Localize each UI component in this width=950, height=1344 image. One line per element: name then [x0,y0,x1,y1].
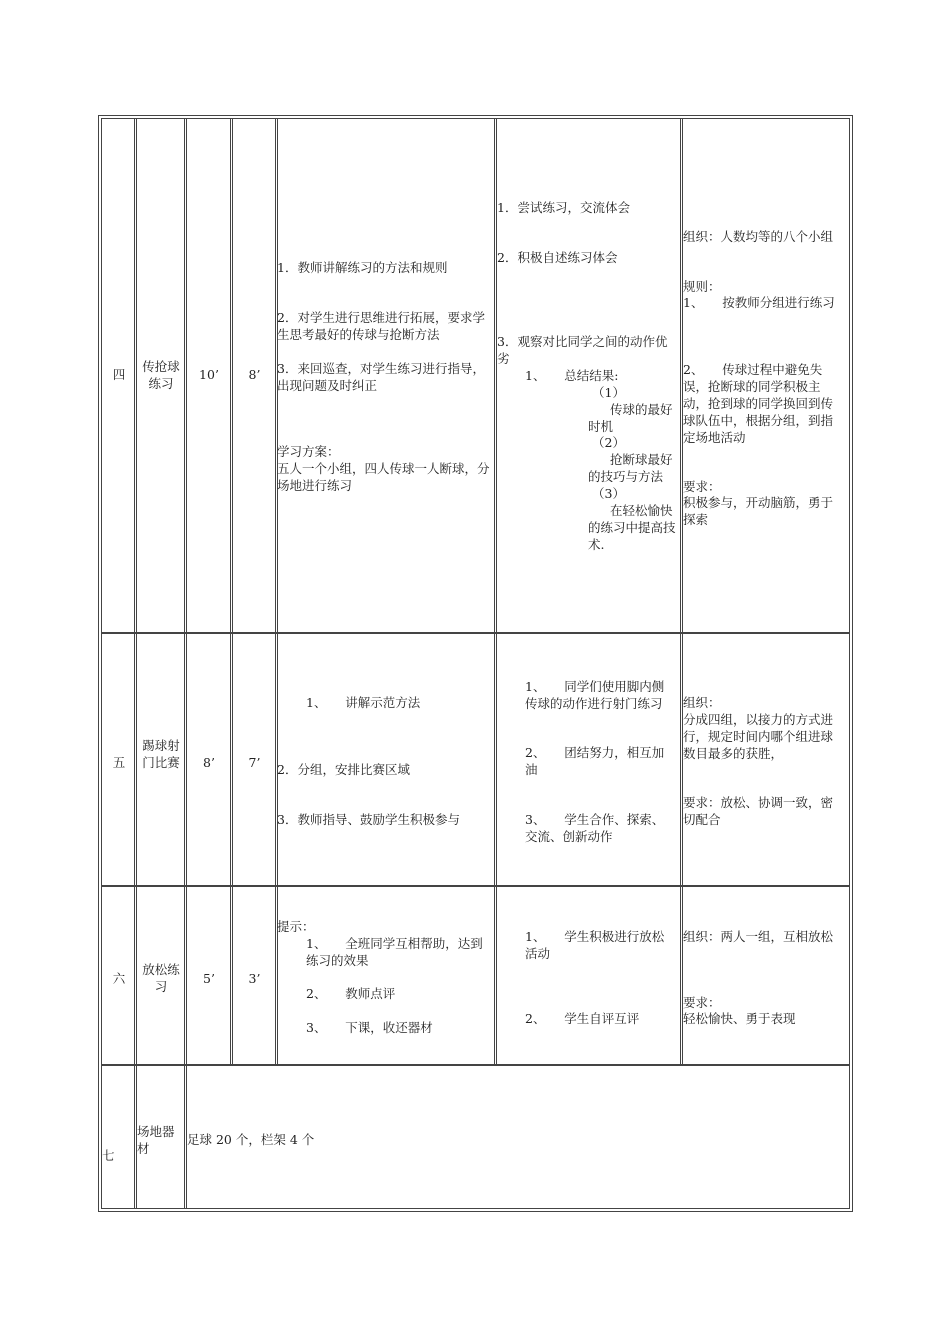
teacher-activity: 1、 全班同学互相帮助，达到练习的效果 [306,936,483,968]
student-activity: 2、 学生自评互评 [525,1011,640,1026]
organization: 组织： [683,695,721,710]
student-activity: 1、 同学们使用脚内侧传球的动作进行射门练习 [525,679,665,711]
col-divider [230,118,233,1066]
item-name: 场地器材 [137,1124,175,1156]
organization: 分成四组，以接力的方式进行，规定时间内哪个组进球数目最多的获胜， [683,712,834,761]
student-activity: 1．尝试练习，交流体会 [497,200,630,215]
row-number: 四 [112,367,126,382]
time-practice: 3’ [248,971,261,986]
organization: 要求：放松、协调一致，密切配合 [683,795,834,827]
student-activity: 3、 学生合作、探索、交流、创新动作 [525,812,665,844]
time-total: 8’ [203,755,215,770]
row-number: 五 [112,755,126,770]
teacher-activity: 1、 讲解示范方法 [306,695,421,710]
organization: 积极参与，开动脑筋，勇于探索 [683,495,834,527]
row-number: 七 [102,1148,115,1163]
teacher-activity: 2．分组，安排比赛区域 [277,762,410,777]
organization: 1、 按教师分组进行练习 [683,295,835,310]
row-number: 六 [112,971,126,986]
student-activity: （3） [592,486,625,501]
organization: 组织：两人一组，互相放松 [683,929,834,944]
col-divider [184,118,187,1209]
organization: 要求： [683,479,721,494]
student-activity: 1、 总结结果: [525,368,619,383]
time-total: 5’ [203,971,215,986]
row-divider [101,885,850,887]
equipment-content: 足球 20 个，栏架 4 个 [187,1132,315,1147]
teacher-activity: 3．教师指导、鼓励学生积极参与 [277,812,460,827]
student-activity: 2．积极自述练习体会 [497,250,618,265]
organization: 组织：人数均等的八个小组 [683,229,834,244]
row-divider [101,1064,850,1066]
student-activity: 抢断球最好的技巧与方法 [588,452,673,484]
teacher-activity: 1．教师讲解练习的方法和规则 [277,260,448,275]
item-name: 传抢球练习 [142,359,180,391]
teacher-activity: 3、 下课，收还器材 [306,1020,433,1035]
student-activity: 在轻松愉快的练习中提高技术. [588,503,676,552]
student-activity: 1、 学生积极进行放松活动 [525,929,665,961]
student-activity: （2） [592,435,625,450]
time-practice: 8’ [248,367,261,382]
organization: 轻松愉快、勇于表现 [683,1011,796,1026]
item-name: 踢球射门比赛 [142,738,180,770]
teacher-activity: 3．来回巡查，对学生练习进行指导，出现问题及时纠正 [277,361,485,393]
student-activity: （1） [592,385,625,400]
teacher-activity: 学习方案： [277,444,340,459]
organization: 规则： [683,279,721,294]
teacher-activity: 五人一个小组，四人传球一人断球，分场地进行练习 [277,461,490,493]
teacher-activity: 提示： [277,919,315,934]
row-divider [101,632,850,634]
student-activity: 3．观察对比同学之间的动作优劣 [497,334,668,366]
col-divider [680,118,683,1066]
time-total: 10’ [199,367,219,382]
organization: 2、 传球过程中避免失误，抢断球的同学积极主动，抢到球的同学换回到传球队伍中，根据分组，到指定场地活动 [683,362,834,445]
student-activity: 传球的最好时机 [588,402,673,434]
teacher-activity: 2．对学生进行思维进行拓展，要求学生思考最好的传球与抢断方法 [277,310,485,342]
time-practice: 7’ [248,755,261,770]
teacher-activity: 2、 教师点评 [306,986,396,1001]
item-name: 放松练习 [142,962,180,994]
organization: 要求： [683,995,721,1010]
col-divider [134,118,137,1209]
student-activity: 2、 团结努力，相互加油 [525,745,665,777]
